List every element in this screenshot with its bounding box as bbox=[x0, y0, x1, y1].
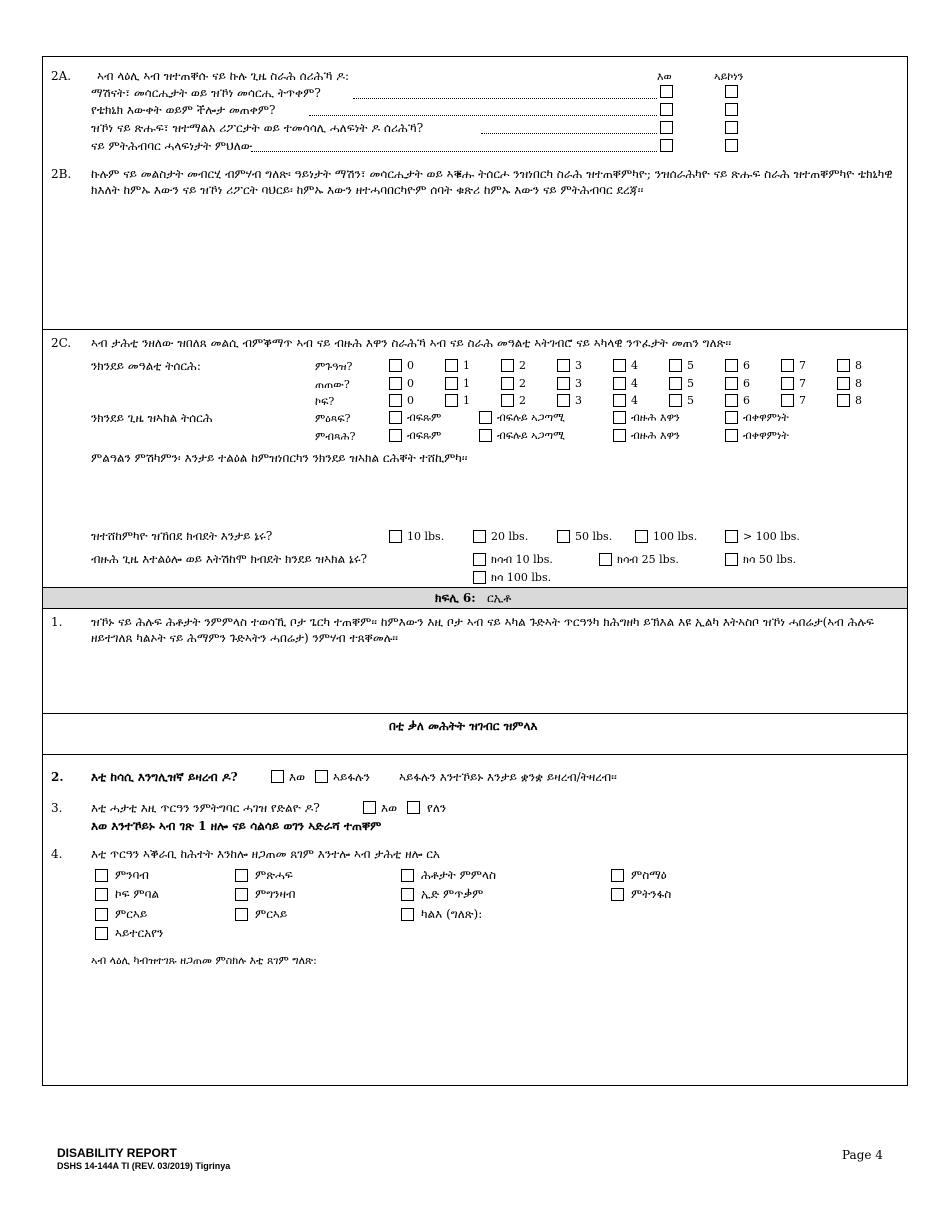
sit-label: ኮፍ? bbox=[315, 395, 335, 408]
q2a-question: ኣብ ላዕሊ ኣብ ዝተጠቐሱ ናይ ኩሉ ጊዜ ስራሕ ሰሪሕኻ ዶ: bbox=[97, 69, 350, 83]
option-label: ምርኣይ bbox=[255, 907, 288, 921]
option-label: 5 bbox=[687, 394, 694, 407]
stand-hours-6-checkbox[interactable] bbox=[725, 377, 738, 390]
section-6-title: ርኢቶ bbox=[487, 591, 512, 605]
option-label: 10 lbs. bbox=[407, 530, 445, 543]
frequent-10-checkbox[interactable] bbox=[473, 553, 486, 566]
option-label: 6 bbox=[743, 377, 750, 390]
q3-number: 3. bbox=[51, 801, 63, 815]
page-number: Page 4 bbox=[842, 1148, 883, 1162]
walk-hours-1-checkbox[interactable] bbox=[445, 359, 458, 372]
option-label: ካልእ (ግለጽ): bbox=[421, 907, 483, 921]
q2a-item-3-no-checkbox[interactable] bbox=[725, 121, 738, 134]
option-label: 7 bbox=[799, 359, 806, 372]
q2a-number: 2A. bbox=[51, 69, 72, 83]
q2a-item-4-no-checkbox[interactable] bbox=[725, 139, 738, 152]
sit-hours-4-checkbox[interactable] bbox=[613, 394, 626, 407]
option-label: 20 lbs. bbox=[491, 530, 529, 543]
bend-never-checkbox[interactable] bbox=[389, 411, 402, 424]
q2-language-prompt: ኣይፋሉን እንተኾይኑ እንታይ ቋንቋ ይዛረብ/ትዛረብ፡፡ bbox=[399, 770, 617, 784]
option-label: ኮፍ ምባል bbox=[115, 887, 160, 901]
option-label: 2 bbox=[519, 359, 526, 372]
q2a-item-1-no-checkbox[interactable] bbox=[725, 85, 738, 98]
leader-dots bbox=[481, 133, 657, 134]
q1-number: 1. bbox=[51, 615, 63, 629]
sit-hours-2-checkbox[interactable] bbox=[501, 394, 514, 407]
option-label: 6 bbox=[743, 394, 750, 407]
option-label: ብፍሉይ ኣጋጣሚ bbox=[497, 429, 565, 442]
assistance-no-checkbox[interactable] bbox=[407, 801, 420, 814]
difficulty-understanding-checkbox[interactable] bbox=[235, 888, 248, 901]
q3-question: እቲ ሓታቲ እዚ ጥርዓን ንምትግባር ሓገዝ የድልዮ ዶ? bbox=[91, 801, 320, 815]
option-label: 1 bbox=[463, 377, 470, 390]
footer-form-title: DISABILITY REPORT bbox=[57, 1146, 177, 1160]
option-label: 4 bbox=[631, 359, 638, 372]
q2a-yes-header: እወ bbox=[657, 70, 672, 83]
option-label: 2 bbox=[519, 394, 526, 407]
office-use-heading: በቲ ቃለ መሕትት ዝገብር ዝምላእ bbox=[389, 719, 538, 733]
heaviest-over-100-checkbox[interactable] bbox=[725, 530, 738, 543]
divider bbox=[43, 329, 907, 330]
option-label: ብፍጹም bbox=[407, 411, 442, 424]
q2a-item-1: ማሽናት፣ መሳርሒታት ወይ ዝኾነ መሳርሒ ትጥቀም? bbox=[91, 86, 321, 100]
walk-hours-3-checkbox[interactable] bbox=[557, 359, 570, 372]
q1-answer-area[interactable] bbox=[91, 652, 891, 710]
option-label: ብፍሉይ ኣጋጣሚ bbox=[497, 411, 565, 424]
q2a-item-2-yes-checkbox[interactable] bbox=[660, 103, 673, 116]
option-label: 4 bbox=[631, 394, 638, 407]
q4-number: 4. bbox=[51, 847, 63, 861]
option-label: ክሳብ 25 lbs. bbox=[617, 553, 679, 566]
option-label: ኢድ ምጥቃም bbox=[421, 887, 484, 901]
option-label: ምትንፋስ bbox=[631, 887, 672, 901]
reach-occasionally-checkbox[interactable] bbox=[479, 429, 492, 442]
q1-text: ዝኾኑ ናይ ሕሉፍ ሕቶታት ንምምላስ ተወሳኺ ቦታ ጌርካ ተጠቐም፡፡ ከምእውን እዚ ቦታ ኣብ ናይ ኣካል ጉድኣት ጥርዓንካ ክሕግዘካ ይኽእል እዩ ኢልካ እትኣስቦ ዝኾነ ሓበሬታ(ኣብ ሕሉፍ ዘይተገለጸ ካልኦት ናይ ሕማምን ጉድኣትን ሓበሬታ) ንምሃብ ተጸቐመሉ፡፡ bbox=[91, 615, 874, 645]
frequent-25-checkbox[interactable] bbox=[599, 553, 612, 566]
option-label: ሕቶታት ምምላስ bbox=[421, 868, 497, 882]
q2a-item-3: ዝኾነ ናይ ጽሑፍ፣ ዝተማልአ ሪፖርታት ወይ ተመሳሳሊ ሓለፍነት ዶ ሰሪሕኻ? bbox=[91, 121, 424, 135]
stand-hours-7-checkbox[interactable] bbox=[781, 377, 794, 390]
divider bbox=[43, 713, 907, 714]
q2a-item-2-no-checkbox[interactable] bbox=[725, 103, 738, 116]
frequent-100-checkbox[interactable] bbox=[473, 571, 486, 584]
difficulty-using-hands-checkbox[interactable] bbox=[401, 888, 414, 901]
option-label: 5 bbox=[687, 359, 694, 372]
option-label: 5 bbox=[687, 377, 694, 390]
english-no-label: ኣይፋሉን bbox=[333, 770, 370, 784]
difficulty-other-checkbox[interactable] bbox=[401, 908, 414, 921]
q2-question: እቲ ከሳሲ እንግሊዝኛ ይዛረብ ዶ? bbox=[91, 770, 238, 784]
walk-hours-0-checkbox[interactable] bbox=[389, 359, 402, 372]
q2-number: 2. bbox=[51, 770, 64, 784]
walk-hours-5-checkbox[interactable] bbox=[669, 359, 682, 372]
option-label: 3 bbox=[575, 377, 582, 390]
bend-label: ምዕጻፍ? bbox=[315, 412, 351, 425]
sit-hours-1-checkbox[interactable] bbox=[445, 394, 458, 407]
english-yes-label: እወ bbox=[289, 770, 306, 784]
difficulty-hearing-checkbox[interactable] bbox=[611, 869, 624, 882]
walk-hours-8-checkbox[interactable] bbox=[837, 359, 850, 372]
option-label: 3 bbox=[575, 359, 582, 372]
q2a-item-4: ናይ ምትሕብባር ሓላፍነታት ምህለው bbox=[91, 139, 253, 153]
option-label: 6 bbox=[743, 359, 750, 372]
reach-never-checkbox[interactable] bbox=[389, 429, 402, 442]
option-label: ምጽሓፍ bbox=[255, 868, 293, 882]
heaviest-50-checkbox[interactable] bbox=[557, 530, 570, 543]
walk-hours-4-checkbox[interactable] bbox=[613, 359, 626, 372]
option-label: 8 bbox=[855, 394, 862, 407]
option-label: ብቀዋምነት bbox=[743, 429, 789, 442]
bend-frequently-checkbox[interactable] bbox=[613, 411, 626, 424]
option-label: ምርኣይ bbox=[115, 907, 148, 921]
walk-hours-7-checkbox[interactable] bbox=[781, 359, 794, 372]
option-label: ብቀዋምነት bbox=[743, 411, 789, 424]
option-label: 3 bbox=[575, 394, 582, 407]
difficulty-breathing-checkbox[interactable] bbox=[611, 888, 624, 901]
option-label: 50 lbs. bbox=[575, 530, 613, 543]
sit-hours-0-checkbox[interactable] bbox=[389, 394, 402, 407]
bend-constantly-checkbox[interactable] bbox=[725, 411, 738, 424]
assistance-no-label: የለን bbox=[427, 801, 447, 815]
q2c-lift-note: ምልዓልን ምሽካምን፡ እንታይ ተልዕል ከምዝነበርካን ንክንደይ ዝኣክል ርሕቐት ተሸኪምካ፡፡ bbox=[91, 451, 468, 465]
option-label: 0 bbox=[407, 394, 414, 407]
difficulty-not-observed-checkbox[interactable] bbox=[95, 927, 108, 940]
stand-hours-0-checkbox[interactable] bbox=[389, 377, 402, 390]
option-label: 7 bbox=[799, 377, 806, 390]
stand-hours-1-checkbox[interactable] bbox=[445, 377, 458, 390]
q2b-answer-area[interactable] bbox=[91, 202, 891, 322]
option-label: 0 bbox=[407, 359, 414, 372]
option-label: ብዙሕ እዋን bbox=[631, 411, 680, 424]
stand-hours-5-checkbox[interactable] bbox=[669, 377, 682, 390]
option-label: 2 bbox=[519, 377, 526, 390]
option-label: ክሳ 50 lbs. bbox=[743, 553, 797, 566]
option-label: ምግንዛብ bbox=[255, 887, 296, 901]
q2a-item-1-yes-checkbox[interactable] bbox=[660, 85, 673, 98]
option-label: ኣይተርአየን bbox=[115, 926, 164, 940]
option-label: ብፍጹም bbox=[407, 429, 442, 442]
q2b-number: 2B. bbox=[51, 167, 72, 181]
q2c-hours-label: ንክንደይ መዓልቲ ትሰርሕ: bbox=[91, 359, 201, 373]
sit-hours-7-checkbox[interactable] bbox=[781, 394, 794, 407]
stand-label: ጠጠው? bbox=[315, 378, 350, 391]
reach-constantly-checkbox[interactable] bbox=[725, 429, 738, 442]
difficulty-seeing-checkbox[interactable] bbox=[95, 908, 108, 921]
option-label: ምስማዕ bbox=[631, 868, 667, 882]
difficulty-reading-checkbox[interactable] bbox=[95, 869, 108, 882]
walk-label: ምጉዓዝ? bbox=[315, 360, 353, 373]
sit-hours-5-checkbox[interactable] bbox=[669, 394, 682, 407]
section-6-label: ክፍሊ 6: bbox=[435, 591, 476, 605]
q2a-no-header: ኣይኮነን bbox=[714, 70, 744, 83]
option-label: ብዙሕ እዋን bbox=[631, 429, 680, 442]
english-yes-checkbox[interactable] bbox=[271, 770, 284, 783]
footer-form-number: DSHS 14-144A TI (REV. 03/2019) Tigrinya bbox=[57, 1161, 231, 1171]
heaviest-100-checkbox[interactable] bbox=[635, 530, 648, 543]
leader-dots bbox=[353, 98, 657, 99]
option-label: 0 bbox=[407, 377, 414, 390]
q2c-question: ኣብ ታሕቲ ንዘለው ዝበለጸ መልሲ ብምቕማጥ ኣብ ናይ ብዙሕ እዋን ስራሕኻ ኣብ ናይ ስራሕ መዓልቲ ኣትገብሮ ናይ ኣካላዊ ንጥፈታት መጠን ግለጽ፡፡ bbox=[91, 336, 732, 350]
form-frame bbox=[42, 56, 908, 1086]
sit-hours-8-checkbox[interactable] bbox=[837, 394, 850, 407]
stand-hours-2-checkbox[interactable] bbox=[501, 377, 514, 390]
q2a-item-4-yes-checkbox[interactable] bbox=[660, 139, 673, 152]
assistance-yes-checkbox[interactable] bbox=[363, 801, 376, 814]
option-label: ምንባብ bbox=[115, 868, 149, 882]
q3-note: እወ እንተኾይኑ ኣብ ገጽ 1 ዘሎ ናይ ሳልሳይ ወገን ኣድራሻ ተጠቐም bbox=[91, 819, 382, 833]
stand-hours-8-checkbox[interactable] bbox=[837, 377, 850, 390]
heaviest-20-checkbox[interactable] bbox=[473, 530, 486, 543]
option-label: > 100 lbs. bbox=[743, 530, 800, 543]
walk-hours-2-checkbox[interactable] bbox=[501, 359, 514, 372]
walk-hours-6-checkbox[interactable] bbox=[725, 359, 738, 372]
option-label: 1 bbox=[463, 359, 470, 372]
q2c-number: 2C. bbox=[51, 336, 72, 350]
stand-hours-3-checkbox[interactable] bbox=[557, 377, 570, 390]
difficulty-sitting-checkbox[interactable] bbox=[95, 888, 108, 901]
option-label: ክሳ 100 lbs. bbox=[491, 571, 552, 584]
stand-hours-4-checkbox[interactable] bbox=[613, 377, 626, 390]
reach-label: ምብጻሕ? bbox=[315, 430, 356, 443]
difficulty-seeing-2-checkbox[interactable] bbox=[235, 908, 248, 921]
frequent-weight-label: ብዙሕ ጊዜ እተልዕሎ ወይ እትሽከሞ ክብደት ክንደይ ዝኣክል ኔሩ? bbox=[91, 552, 368, 566]
reach-frequently-checkbox[interactable] bbox=[613, 429, 626, 442]
divider bbox=[43, 754, 907, 755]
q4-question: እቲ ጥርዓን ኣቕራቢ ከሕተት እንከሎ ዘጋጠመ ጸገም እንተሎ ኣብ ታሕቲ ዘሎ ርአ bbox=[91, 847, 440, 861]
leader-dots bbox=[251, 151, 657, 152]
q2a-item-2: የቴክኒክ እውቀት ወይም ችሎታ መጠቀም? bbox=[91, 103, 276, 117]
bend-occasionally-checkbox[interactable] bbox=[479, 411, 492, 424]
heaviest-10-checkbox[interactable] bbox=[389, 530, 402, 543]
difficulty-answering-checkbox[interactable] bbox=[401, 869, 414, 882]
option-label: 7 bbox=[799, 394, 806, 407]
option-label: 1 bbox=[463, 394, 470, 407]
q2a-item-3-yes-checkbox[interactable] bbox=[660, 121, 673, 134]
frequent-50-checkbox[interactable] bbox=[725, 553, 738, 566]
difficulty-writing-checkbox[interactable] bbox=[235, 869, 248, 882]
section-6-header bbox=[43, 587, 907, 609]
heaviest-weight-label: ዝተሸከምካዮ ዝኸበደ ክብደት እንታይ ኔሩ? bbox=[91, 529, 273, 543]
option-label: 8 bbox=[855, 377, 862, 390]
sit-hours-3-checkbox[interactable] bbox=[557, 394, 570, 407]
option-label: 8 bbox=[855, 359, 862, 372]
sit-hours-6-checkbox[interactable] bbox=[725, 394, 738, 407]
lift-answer-area[interactable] bbox=[91, 471, 891, 523]
assistance-yes-label: እወ bbox=[381, 801, 398, 815]
q2b-text: ኩሉም ናይ መልስታት መብርሂ ብምሃብ ግለጽ፡ ዓይነታት ማሽን፣ መሳርሒታት ወይ ኣቑሑ ትሰርሖ ንዝነበርካ ስራሕ ዝተጠቐምካዮ; ንዝሰራሕካዮ ናይ ጽሑፍ ስራሕ ዝተጠቐምካዮ ቴክኒካዊ ክእለት ከምኡ እውን ናይ ዝኾነ ሪፖርት ባህርይ፡ ከምኡ እውን ዘተሓባበርካዮም ሰባት ቁጽሪ ከምኡ እውን ናይ ምትሕብባር ደረጃ፡፡ bbox=[91, 167, 893, 197]
q2c-frequency-label: ንክንደይ ጊዜ ዝኣክል ትሰርሕ bbox=[91, 411, 213, 425]
option-label: 100 lbs. bbox=[653, 530, 698, 543]
q4-note: ኣብ ላዕሊ ካብዝተገጹ ዘጋጠመ ምስክሉ እቲ ጸገም ግለጽ: bbox=[91, 954, 317, 967]
english-no-checkbox[interactable] bbox=[315, 770, 328, 783]
q4-answer-area[interactable] bbox=[91, 973, 891, 1078]
option-label: 4 bbox=[631, 377, 638, 390]
option-label: ክሳብ 10 lbs. bbox=[491, 553, 553, 566]
leader-dots bbox=[309, 115, 657, 116]
